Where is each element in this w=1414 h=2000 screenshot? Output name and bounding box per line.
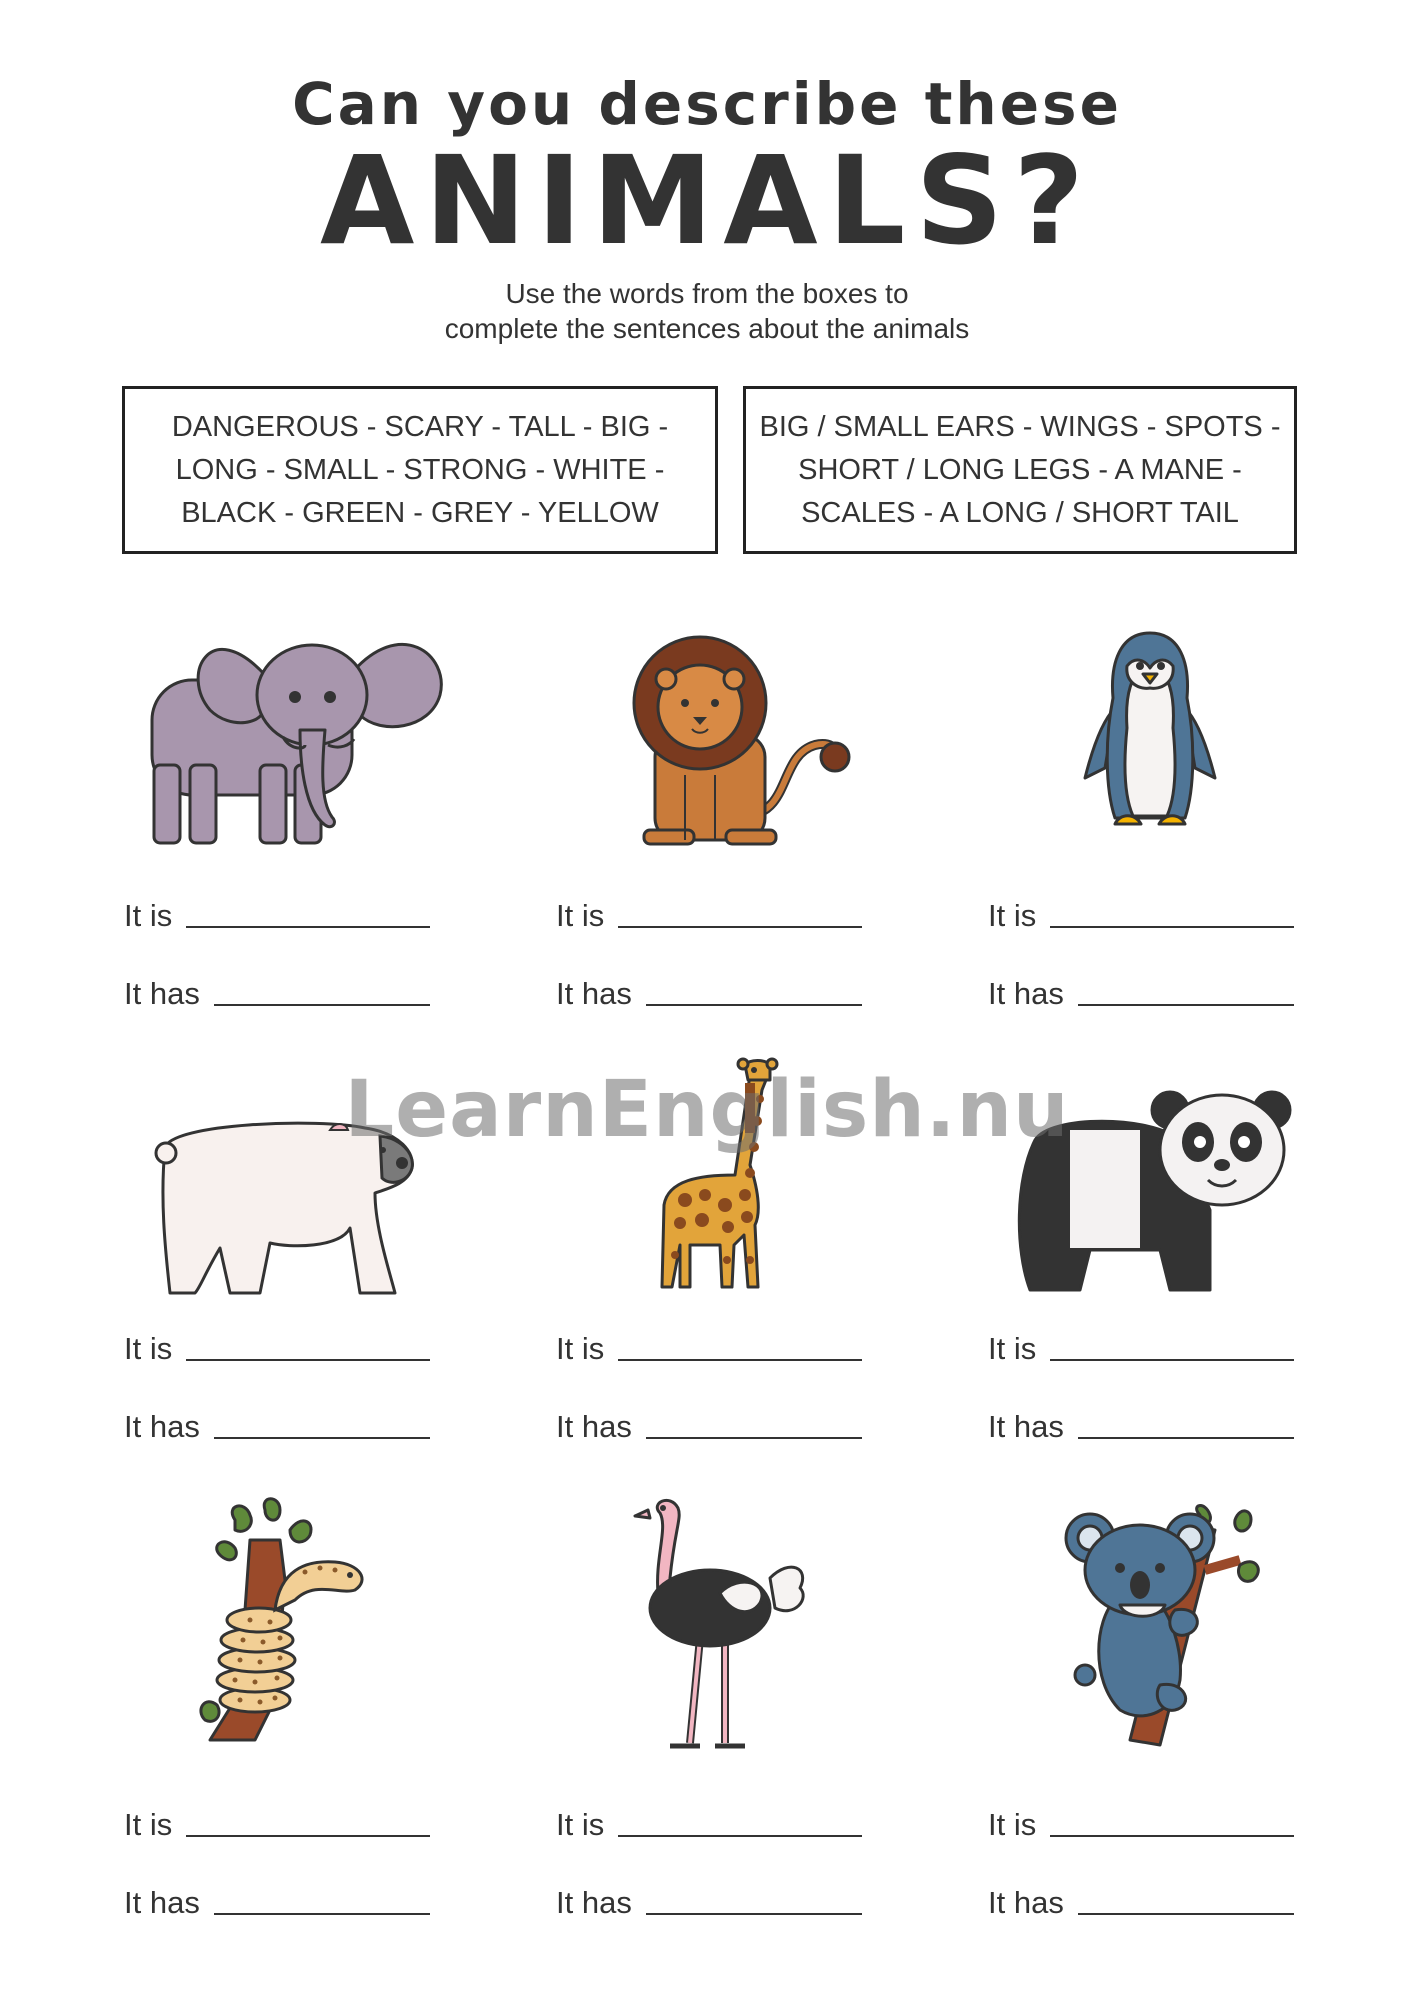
prompt-is: It is	[124, 898, 173, 933]
sentence-is	[556, 1331, 862, 1367]
sentence-has	[988, 1409, 1294, 1445]
instructions-line-2: complete the sentences about the animals	[444, 313, 970, 344]
watermark: LearnEnglish.nu	[344, 1065, 1070, 1155]
prompt-is: It is	[124, 1807, 173, 1842]
prompt-has: It has	[988, 1409, 1064, 1444]
lion-icon	[630, 635, 860, 850]
prompt-has: It has	[124, 976, 200, 1011]
answer-blank[interactable]	[1050, 925, 1294, 928]
title-line-1: Can you describe these	[292, 70, 1122, 138]
koala-icon	[1065, 1510, 1265, 1750]
answer-blank[interactable]	[186, 1834, 430, 1837]
prompt-has: It has	[556, 1885, 632, 1920]
ostrich-icon	[630, 1498, 815, 1753]
answer-blank[interactable]	[618, 1358, 862, 1361]
word-box-adjectives	[122, 386, 718, 554]
prompt-has: It has	[556, 1409, 632, 1444]
answer-blank[interactable]	[214, 1436, 430, 1439]
sentence-is	[556, 898, 862, 934]
answer-blank[interactable]	[646, 1912, 862, 1915]
word-box-line: BLACK - GREEN - GREY - YELLOW	[181, 496, 659, 529]
word-box-line: LONG - SMALL - STRONG - WHITE -	[175, 453, 665, 486]
prompt-has: It has	[988, 976, 1064, 1011]
word-box-line: SCALES - A LONG / SHORT TAIL	[801, 496, 1239, 529]
prompt-is: It is	[124, 1331, 173, 1366]
sentence-has	[124, 1885, 430, 1921]
word-box-line: DANGEROUS - SCARY - TALL - BIG -	[171, 410, 669, 443]
answer-blank[interactable]	[214, 1003, 430, 1006]
prompt-is: It is	[988, 1331, 1037, 1366]
prompt-is: It is	[556, 1331, 605, 1366]
sentence-has	[124, 1409, 430, 1445]
word-box-line: BIG / SMALL EARS - WINGS - SPOTS -	[759, 410, 1281, 443]
sentence-is	[988, 1807, 1294, 1843]
answer-blank[interactable]	[214, 1912, 430, 1915]
answer-blank[interactable]	[1078, 1436, 1294, 1439]
answer-blank[interactable]	[1078, 1912, 1294, 1915]
sentence-is	[988, 1331, 1294, 1367]
word-box-line: SHORT / LONG LEGS - A MANE -	[798, 453, 1242, 486]
prompt-has: It has	[124, 1409, 200, 1444]
answer-blank[interactable]	[186, 925, 430, 928]
prompt-has: It has	[124, 1885, 200, 1920]
sentence-has	[124, 976, 430, 1012]
sentence-is	[124, 898, 430, 934]
penguin-icon	[1075, 628, 1225, 838]
answer-blank[interactable]	[646, 1003, 862, 1006]
sentence-has	[988, 1885, 1294, 1921]
prompt-is: It is	[556, 898, 605, 933]
answer-blank[interactable]	[1050, 1358, 1294, 1361]
answer-blank[interactable]	[1050, 1834, 1294, 1837]
instructions	[0, 276, 1414, 346]
elephant-icon	[140, 625, 450, 850]
word-box-features	[743, 386, 1297, 554]
answer-blank[interactable]	[646, 1436, 862, 1439]
prompt-is: It is	[988, 898, 1037, 933]
answer-blank[interactable]	[618, 1834, 862, 1837]
sentence-has	[556, 1409, 862, 1445]
title-line-2: ANIMALS?	[319, 130, 1095, 272]
snake-icon	[195, 1500, 375, 1745]
sentence-has	[556, 1885, 862, 1921]
answer-blank[interactable]	[618, 925, 862, 928]
sentence-is	[124, 1331, 430, 1367]
prompt-has: It has	[988, 1885, 1064, 1920]
prompt-has: It has	[556, 976, 632, 1011]
sentence-is	[988, 898, 1294, 934]
answer-blank[interactable]	[1078, 1003, 1294, 1006]
answer-blank[interactable]	[186, 1358, 430, 1361]
prompt-is: It is	[556, 1807, 605, 1842]
sentence-is	[556, 1807, 862, 1843]
prompt-is: It is	[988, 1807, 1037, 1842]
sentence-has	[988, 976, 1294, 1012]
sentence-has	[556, 976, 862, 1012]
sentence-is	[124, 1807, 430, 1843]
instructions-line-1: Use the words from the boxes to	[505, 278, 909, 309]
